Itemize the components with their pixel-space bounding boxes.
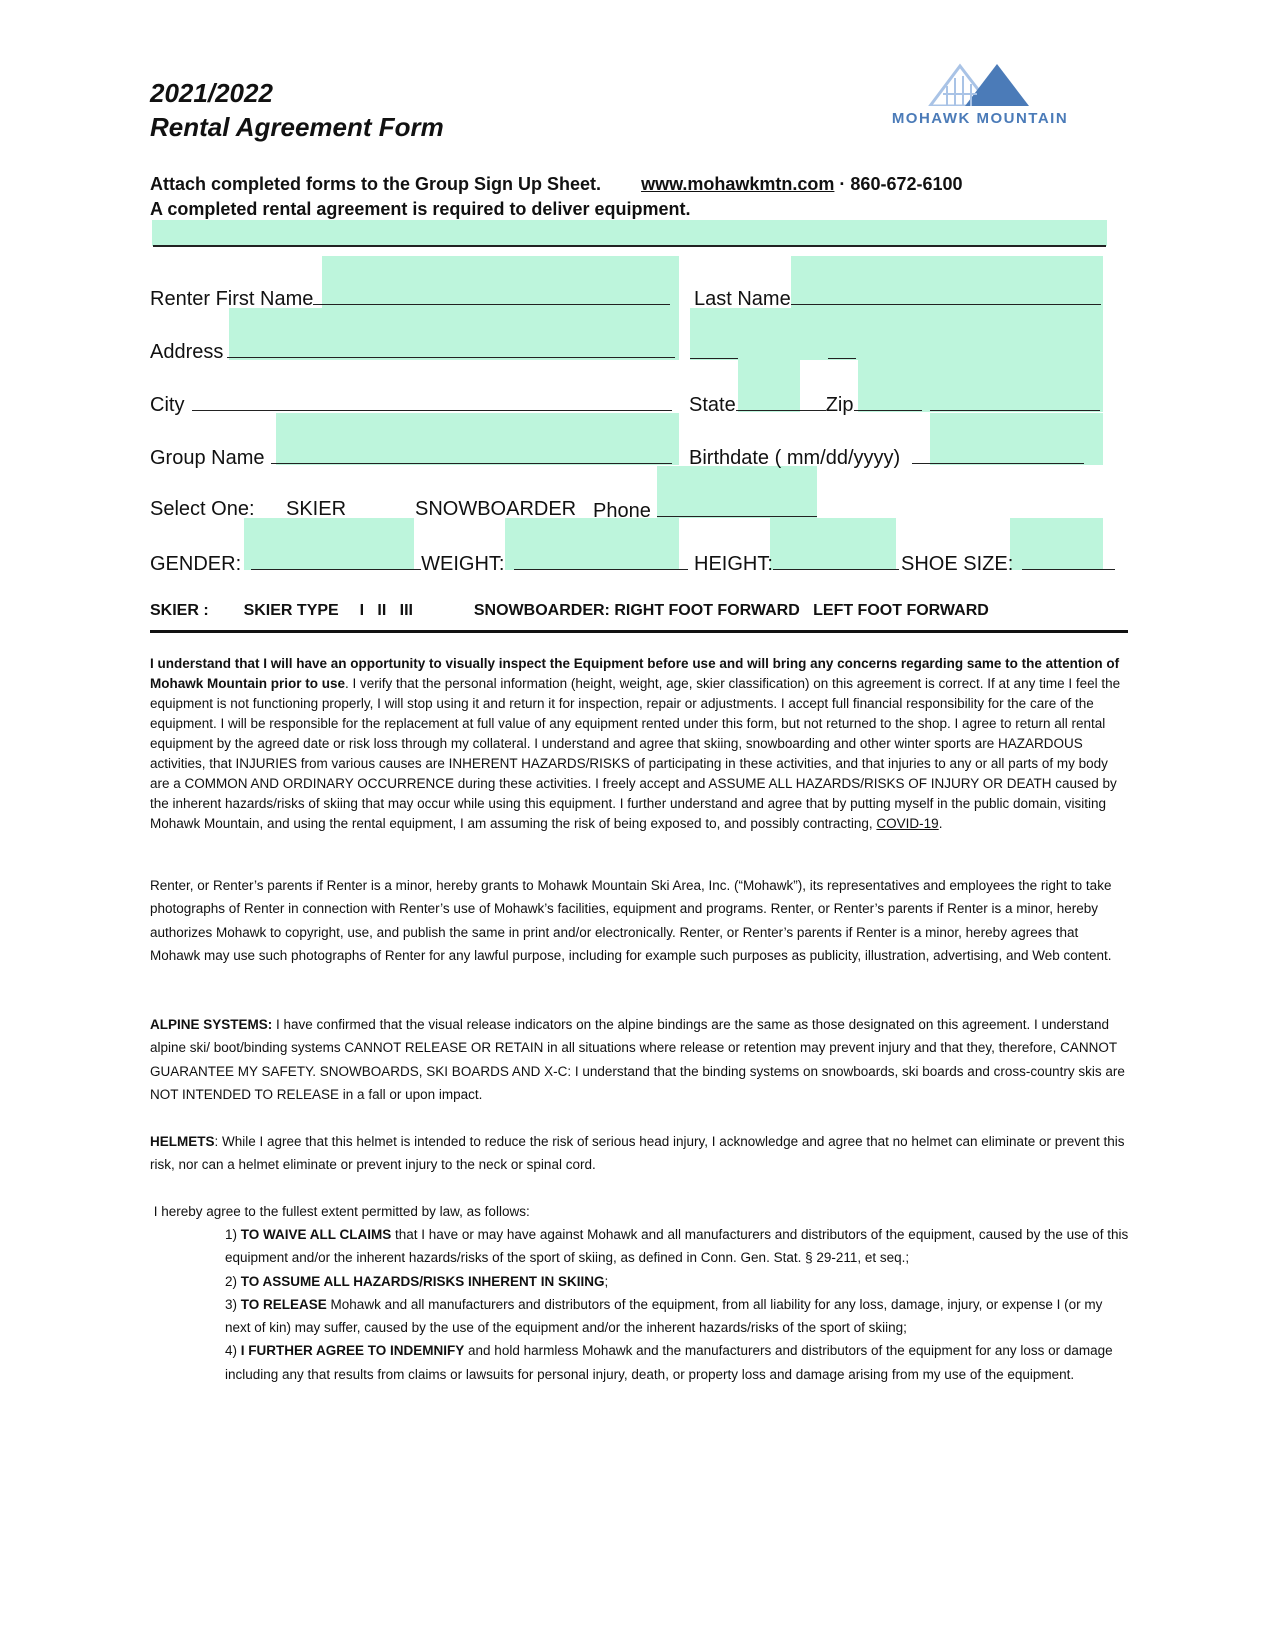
alpine-systems-text: I have confirmed that the visual release indicators on the alpine bindings are the same as those designated on this agreement. I understand alpine ski/ boot/binding systems CANNOT RELEASE OR RETAIN in all situations where release or retention may prevent injury and that they, therefore, CANNOT GUARANTEE MY SAFETY. SNOWBOARDS, SKI BOARDS AND X-C: I understand that the binding systems on snowboards, ski boards and cross-country skis are NOT INTENDED TO RELEASE in a fall or upon impact. xyxy=(150,1017,1125,1102)
birthdate-label: Birthdate ( mm/dd/yyyy) xyxy=(689,447,901,469)
snowboarder-stance[interactable]: SNOWBOARDER: RIGHT FOOT FORWARD LEFT FOOT FORWARD xyxy=(473,602,989,619)
list-item: 1) TO WAIVE ALL CLAIMS that I have or may have against Mohawk and all manufacturers and distributors of the equipment, caused by the use of this equipment and/or the inherent hazards/risks of the sport of skiing, as defined in Conn. Gen. Stat. § 29-211, et seq.; xyxy=(225,1227,1129,1266)
header-underline xyxy=(153,245,1106,247)
list-item: 4) I FURTHER AGREE TO INDEMNIFY and hold harmless Mohawk and the manufacturers and distributors of the equipment for any loss or damage including any that results from claims or lawsuits for personal injury, death, or property loss and damage arising from my use of the equipment. xyxy=(225,1343,1113,1382)
alpine-systems-paragraph xyxy=(150,1013,1128,1106)
list-item: 3) TO RELEASE Mohawk and all manufacturers and distributors of the equipment, from all liability for any loss, damage, injury, or expense I (or my next of kin) may suffer, caused by the use of the equipment and/or the inherent hazards/risks of the sport of skiing; xyxy=(225,1296,1103,1336)
inspection-bold: I understand that I will have an opportunity to visually inspect the Equipment before use and will bring any concerns regarding same to the attention of Mohawk Mountain prior to use xyxy=(150,656,1120,691)
skier-label: SKIER : xyxy=(150,602,209,619)
address-line2-underline xyxy=(828,358,856,359)
birthdate-row xyxy=(689,443,1084,471)
attach-note: Attach completed forms to the Group Sign Up Sheet. xyxy=(150,174,602,194)
header-line-2: A completed rental agreement is required to deliver equipment. xyxy=(150,199,691,219)
address-line2-underline xyxy=(690,358,738,359)
weight-label: WEIGHT: xyxy=(421,553,505,575)
helmets-text: : While I agree that this helmet is intended to reduce the risk of serious head injury, I acknowledge and agree that no helmet can eliminate or prevent this risk, nor can a helmet eliminate or prevent injury to the neck or spinal cord. xyxy=(150,1134,1125,1173)
skier-type-label: SKIER TYPE xyxy=(243,602,339,619)
city-label: City xyxy=(150,394,185,416)
height-label: HEIGHT: xyxy=(694,553,773,575)
skier-option[interactable]: SKIER xyxy=(286,498,347,520)
snowboarder-option[interactable]: SNOWBOARDER xyxy=(415,498,577,520)
phone-row xyxy=(593,496,817,524)
group-name-row xyxy=(150,443,672,471)
address-line2-input[interactable] xyxy=(690,308,1103,360)
inspection-text: . I verify that the personal information (height, weight, age, skier classification) on this agreement is correct. If at any time I feel the equipment is not functioning properly, I will stop using it and return it for inspection, repair or adjustments. I accept full financial responsibility for the care of the equipment. I will be responsible for the replacement at full value of any equipment rented under this form, but not returned to the shop. I agree to return all rental equipment by the agreed date or risk loss through my collateral. I understand and agree that skiing, snowboarding and other winter sports are HAZARDOUS activities, that INJURIES from various causes are INHERENT HAZARDS/RISKS of participating in these activities, and that injuries to any or all parts of my body are a COMMON AND ORDINARY OCCURRENCE during these activities. I freely accept and ASSUME ALL HAZARDS/RISKS OF INJURY OR DEATH caused by the inherent hazards/risks of skiing that may occur while using this equipment. I further understand and agree that by putting myself in the public domain, visiting Mohawk Mountain, and using the rental equipment, I am assuming the risk of being exposed to, and possibly contracting, xyxy=(150,676,1121,831)
agreement-list xyxy=(225,1223,1130,1386)
helmets-heading: HELMETS xyxy=(150,1134,215,1149)
photo-release-paragraph: Renter, or Renter’s parents if Renter is a minor, hereby grants to Mohawk Mountain Ski Area, Inc. (“Mohawk”), its representatives and employees the right to take photographs of Renter in connection with Renter’s use of Mohawk’s facilities, equipment and programs. Renter, or Renter’s parents if Renter is a minor, hereby authorizes Mohawk to copyright, use, and publish the same in print and/or electronically. Renter, or Renter’s parents if Renter is a minor, hereby agrees that Mohawk may use such photographs of Renter for any lawful purpose, including for example such purposes as publicity, illustration, advertising, and Web content. xyxy=(150,878,1112,963)
skier-type-options[interactable]: I II III xyxy=(359,602,413,619)
header-fill xyxy=(152,220,1107,246)
gender-row xyxy=(150,549,688,577)
state-label: State xyxy=(689,394,736,416)
last-name-label: Last Name xyxy=(694,288,791,310)
phone-label: Phone xyxy=(593,500,651,522)
address-label: Address xyxy=(150,341,224,363)
skier-type-line xyxy=(150,602,989,620)
select-one-label: Select One: xyxy=(150,498,255,520)
last-name-row xyxy=(694,284,1101,312)
gender-label: GENDER: xyxy=(150,553,242,575)
address-row xyxy=(150,337,675,365)
group-name-label: Group Name xyxy=(150,447,265,469)
header-line-1 xyxy=(150,172,963,196)
helmets-paragraph xyxy=(150,1130,1128,1177)
agreement-intro: I hereby agree to the fullest extent permitted by law, as follows: xyxy=(150,1204,530,1219)
shoe-size-row xyxy=(901,549,1115,577)
phone-number: · 860-672-6100 xyxy=(834,174,963,194)
form-name: Rental Agreement Form xyxy=(150,112,444,142)
logo xyxy=(880,62,1080,132)
shoe-size-label: SHOE SIZE: xyxy=(901,553,1014,575)
height-row xyxy=(694,549,899,577)
first-name-row xyxy=(150,284,670,312)
covid-link[interactable]: COVID-19 xyxy=(876,816,939,831)
inspection-paragraph: I understand that I will have an opportunity to visually inspect the Equipment before use and will bring any concerns regarding same to the attention of Mohawk Mountain prior to use. I verify that the personal information (height, weight, age, skier classification) on this agreement is correct. If at any time I feel the equipment is not functioning properly, I will stop using it and return it for inspection, repair or adjustments. I accept full financial responsibility for the care of the equipment. I will be responsible for the replacement at full value of any equipment rented under this form, but not returned to the shop. I agree to return all rental equipment by the agreed date or risk loss through my collateral. I understand and agree that skiing, snowboarding and other winter sports are HAZARDOUS activities, that INJURIES from various causes are INHERENT HAZARDS/RISKS of participating in these activities, and that injuries to any or all parts of my body are a COMMON AND ORDINARY OCCURRENCE during these activities. I freely accept and ASSUME ALL HAZARDS/RISKS OF INJURY OR DEATH caused by the inherent hazards/risks of skiing that may occur while using this equipment. I further understand and agree that by putting myself in the public domain, visiting Mohawk Mountain, and using the rental equipment, I am assuming the risk of being exposed to, and possibly contracting, COVID-19. xyxy=(150,656,1121,831)
city-row xyxy=(150,390,672,418)
list-item: 2) TO ASSUME ALL HAZARDS/RISKS INHERENT IN SKIING; xyxy=(225,1273,609,1289)
alpine-systems-heading: ALPINE SYSTEMS: xyxy=(150,1017,273,1032)
first-name-label: Renter First Name xyxy=(150,288,314,310)
form-title xyxy=(150,76,444,144)
mountain-lodge-icon xyxy=(925,62,1035,106)
state-zip-row xyxy=(689,390,1100,418)
website-link[interactable]: www.mohawkmtn.com xyxy=(641,174,835,194)
logo-text: MOHAWK MOUNTAIN xyxy=(891,110,1069,127)
form-year: 2021/2022 xyxy=(150,78,273,108)
section-divider xyxy=(150,630,1128,633)
zip-label: Zip xyxy=(825,394,854,416)
